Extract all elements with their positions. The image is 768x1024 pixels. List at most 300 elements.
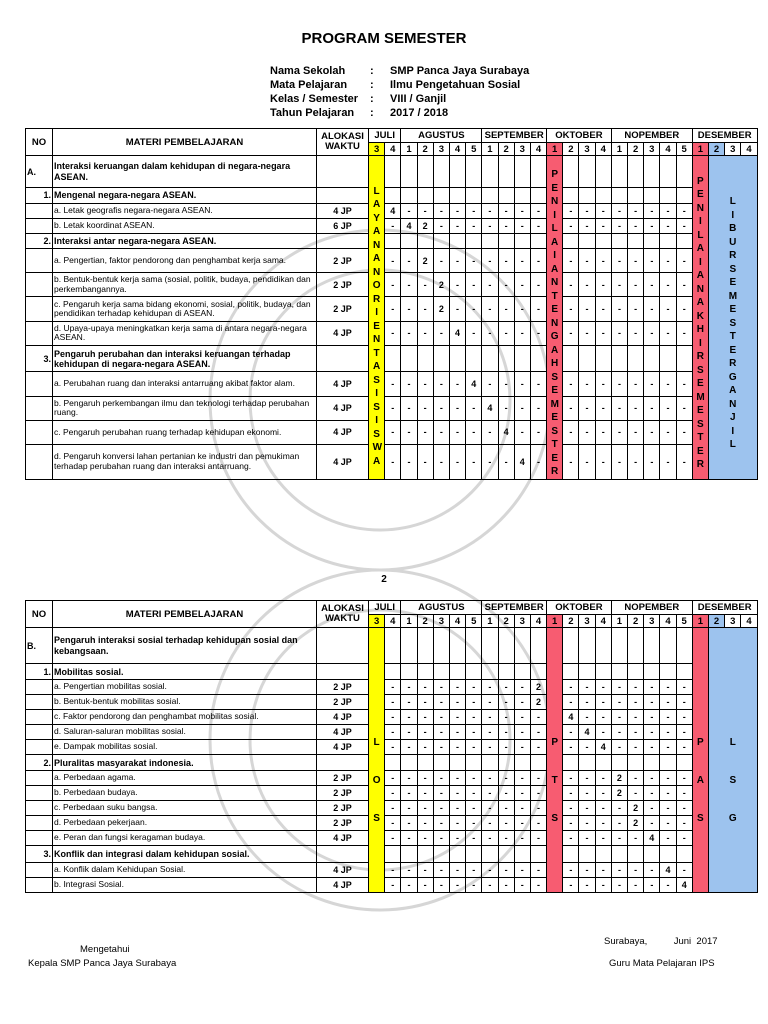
schedule-cell: -	[514, 273, 530, 297]
header-week: 4	[385, 143, 401, 156]
schedule-cell: -	[466, 218, 482, 233]
header-month: AGUSTUS	[401, 129, 482, 143]
schedule-cell: -	[482, 725, 498, 740]
schedule-cell: -	[449, 680, 465, 695]
schedule-cell	[449, 345, 465, 371]
row-materi: a. Konflik dalam Kehidupan Sosial.	[53, 863, 317, 878]
schedule-cell	[401, 664, 417, 680]
schedule-cell	[401, 345, 417, 371]
schedule-cell	[385, 156, 401, 188]
schedule-cell: -	[644, 863, 660, 878]
schedule-cell: -	[401, 248, 417, 272]
schedule-cell: -	[595, 816, 611, 831]
schedule-cell: -	[498, 273, 514, 297]
row-jp: 2 JP	[317, 273, 369, 297]
schedule-cell: -	[433, 420, 449, 444]
schedule-cell	[482, 628, 498, 664]
schedule-cell: -	[385, 710, 401, 725]
schedule-cell: -	[676, 203, 692, 218]
schedule-cell	[579, 664, 595, 680]
schedule-cell	[595, 664, 611, 680]
header-week: 2	[708, 143, 724, 156]
schedule-cell	[611, 156, 627, 188]
schedule-cell: -	[563, 273, 579, 297]
row-materi: c. Faktor pendorong dan penghambat mobilitas sosial.	[53, 710, 317, 725]
schedule-cell	[449, 755, 465, 771]
schedule-cell: -	[660, 273, 676, 297]
row-jp: 4 JP	[317, 710, 369, 725]
row-jp: 4 JP	[317, 372, 369, 396]
row-no	[26, 695, 53, 710]
schedule-cell: -	[466, 878, 482, 893]
schedule-cell: -	[417, 321, 433, 345]
schedule-cell: -	[401, 786, 417, 801]
schedule-cell	[676, 233, 692, 248]
schedule-cell: -	[514, 816, 530, 831]
schedule-cell	[466, 628, 482, 664]
schedule-cell: -	[449, 203, 465, 218]
header-no: NO	[26, 129, 53, 156]
schedule-cell: -	[417, 710, 433, 725]
schedule-cell: -	[385, 725, 401, 740]
schedule-cell: -	[644, 786, 660, 801]
schedule-cell: -	[563, 396, 579, 420]
schedule-cell: -	[498, 831, 514, 846]
schedule-cell	[449, 846, 465, 863]
schedule-cell: -	[385, 771, 401, 786]
section-jp	[317, 628, 369, 664]
schedule-cell: -	[676, 801, 692, 816]
schedule-cell	[466, 755, 482, 771]
schedule-cell	[466, 156, 482, 188]
row-no	[26, 218, 53, 233]
schedule-cell: -	[563, 248, 579, 272]
schedule-cell: -	[628, 445, 644, 480]
schedule-cell: -	[482, 878, 498, 893]
schedule-cell: -	[466, 863, 482, 878]
header-week: 1	[482, 143, 498, 156]
schedule-cell: -	[401, 372, 417, 396]
schedule-cell	[417, 345, 433, 371]
header-alokasi	[317, 129, 369, 156]
row-jp: 2 JP	[317, 771, 369, 786]
schedule-cell	[482, 156, 498, 188]
schedule-cell: -	[660, 372, 676, 396]
row-materi: c. Pengaruh perubahan ruang terhadap kehidupan ekonomi.	[53, 420, 317, 444]
schedule-cell: -	[595, 863, 611, 878]
column-letter: S	[729, 775, 737, 786]
schedule-cell: -	[401, 740, 417, 755]
schedule-cell: -	[628, 248, 644, 272]
schedule-cell	[417, 755, 433, 771]
schedule-cell: -	[433, 878, 449, 893]
schedule-cell: -	[644, 740, 660, 755]
schedule-cell: -	[644, 680, 660, 695]
row-jp: 4 JP	[317, 445, 369, 480]
schedule-cell	[498, 628, 514, 664]
schedule-cell	[449, 156, 465, 188]
column-letter: L	[729, 737, 736, 748]
schedule-cell: -	[611, 878, 627, 893]
schedule-cell: -	[563, 786, 579, 801]
schedule-cell: -	[385, 878, 401, 893]
schedule-cell: -	[417, 725, 433, 740]
schedule-cell	[433, 233, 449, 248]
signature-left-line2: Kepala SMP Panca Jaya Surabaya	[28, 958, 177, 969]
schedule-cell	[660, 156, 676, 188]
schedule-cell: -	[628, 863, 644, 878]
schedule-cell: -	[611, 445, 627, 480]
info-row	[270, 106, 529, 120]
row-materi: b. Perbedaan budaya.	[53, 786, 317, 801]
schedule-cell	[433, 846, 449, 863]
header-week: 1	[692, 143, 708, 156]
schedule-cell: -	[514, 297, 530, 321]
schedule-cell: -	[498, 695, 514, 710]
schedule-cell: -	[433, 801, 449, 816]
schedule-cell	[498, 846, 514, 863]
schedule-cell	[433, 345, 449, 371]
schedule-cell: -	[530, 863, 546, 878]
schedule-cell: -	[385, 786, 401, 801]
schedule-cell	[644, 664, 660, 680]
schedule-cell: -	[401, 831, 417, 846]
schedule-cell: -	[644, 420, 660, 444]
schedule-cell	[660, 664, 676, 680]
schedule-cell: -	[514, 771, 530, 786]
header-week: 2	[708, 615, 724, 628]
schedule-cell: -	[660, 878, 676, 893]
schedule-cell: -	[563, 831, 579, 846]
row-materi: d. Pengaruh konversi lahan pertanian ke industri dan pemukiman terhadap perubahan ruang dan interaksi antarruang.	[53, 445, 317, 480]
info-colon: :	[370, 93, 374, 105]
blue-column-libur	[708, 156, 757, 480]
schedule-cell: -	[498, 725, 514, 740]
row-no	[26, 297, 53, 321]
header-week: 5	[466, 143, 482, 156]
signature-right-line: Guru Mata Pelajaran IPS	[609, 958, 715, 969]
schedule-cell: -	[628, 420, 644, 444]
schedule-cell: -	[611, 725, 627, 740]
row-materi: b. Bentuk-bentuk kerja sama (sosial, politik, budaya, pendidikan dan perkembangannya.	[53, 273, 317, 297]
schedule-cell: -	[579, 816, 595, 831]
schedule-cell: -	[498, 680, 514, 695]
schedule-cell: -	[514, 801, 530, 816]
header-week: 3	[433, 143, 449, 156]
schedule-cell	[530, 846, 546, 863]
schedule-cell	[628, 628, 644, 664]
schedule-cell: -	[628, 786, 644, 801]
schedule-cell: -	[433, 863, 449, 878]
schedule-cell: -	[676, 831, 692, 846]
schedule-cell: -	[579, 297, 595, 321]
schedule-cell: -	[660, 218, 676, 233]
schedule-cell: -	[449, 372, 465, 396]
row-no	[26, 863, 53, 878]
schedule-cell: -	[482, 321, 498, 345]
header-week: 3	[725, 143, 741, 156]
schedule-cell: -	[466, 680, 482, 695]
info-colon: :	[370, 65, 374, 77]
schedule-cell: -	[579, 786, 595, 801]
schedule-cell	[563, 345, 579, 371]
schedule-cell: -	[498, 771, 514, 786]
schedule-cell: -	[530, 248, 546, 272]
schedule-cell: -	[514, 420, 530, 444]
schedule-cell: -	[466, 445, 482, 480]
row-no	[26, 396, 53, 420]
schedule-cell: -	[417, 396, 433, 420]
schedule-cell: -	[449, 710, 465, 725]
schedule-cell	[595, 188, 611, 203]
schedule-cell: -	[482, 786, 498, 801]
schedule-cell	[530, 345, 546, 371]
schedule-cell: -	[595, 801, 611, 816]
schedule-cell: -	[563, 801, 579, 816]
schedule-cell	[417, 628, 433, 664]
header-week: 1	[401, 615, 417, 628]
schedule-cell: -	[563, 771, 579, 786]
schedule-cell: -	[514, 725, 530, 740]
schedule-cell	[644, 628, 660, 664]
schedule-cell: -	[466, 203, 482, 218]
schedule-cell: -	[385, 420, 401, 444]
schedule-cell: -	[514, 710, 530, 725]
schedule-cell: -	[579, 321, 595, 345]
schedule-cell	[433, 156, 449, 188]
row-materi: b. Integrasi Sosial.	[53, 878, 317, 893]
schedule-cell: -	[676, 786, 692, 801]
schedule-cell: -	[530, 396, 546, 420]
schedule-cell: -	[482, 831, 498, 846]
schedule-cell: -	[579, 771, 595, 786]
schedule-cell: -	[417, 695, 433, 710]
schedule-cell: -	[449, 831, 465, 846]
schedule-cell: -	[417, 878, 433, 893]
schedule-cell	[644, 345, 660, 371]
schedule-cell: -	[628, 710, 644, 725]
schedule-cell	[611, 188, 627, 203]
row-materi: a. Letak geografis negara-negara ASEAN.	[53, 203, 317, 218]
schedule-cell: -	[498, 203, 514, 218]
schedule-cell: -	[482, 445, 498, 480]
header-month: OKTOBER	[547, 601, 612, 615]
schedule-cell: -	[401, 321, 417, 345]
header-week: 2	[563, 615, 579, 628]
schedule-cell	[498, 156, 514, 188]
schedule-cell: -	[595, 372, 611, 396]
schedule-cell: -	[628, 740, 644, 755]
schedule-cell: -	[466, 273, 482, 297]
schedule-cell: -	[498, 816, 514, 831]
schedule-cell: -	[579, 695, 595, 710]
schedule-cell	[595, 755, 611, 771]
schedule-cell: -	[611, 710, 627, 725]
row-materi: Mobilitas sosial.	[53, 664, 317, 680]
pas-text: PENILAIAN AKHIR SEMESTER	[696, 175, 705, 471]
schedule-cell: 4	[466, 372, 482, 396]
schedule-cell: -	[385, 218, 401, 233]
info-label: Nama Sekolah	[270, 65, 346, 77]
schedule-cell: -	[417, 680, 433, 695]
schedule-cell: -	[417, 801, 433, 816]
schedule-cell: -	[433, 396, 449, 420]
column-letter: P	[697, 737, 704, 748]
schedule-cell	[417, 233, 433, 248]
schedule-cell: -	[466, 710, 482, 725]
schedule-cell: -	[385, 831, 401, 846]
schedule-cell: -	[579, 831, 595, 846]
schedule-cell: -	[449, 695, 465, 710]
schedule-cell: -	[514, 786, 530, 801]
schedule-cell: 4	[482, 396, 498, 420]
header-week: 1	[547, 143, 563, 156]
schedule-cell: -	[628, 680, 644, 695]
schedule-cell: -	[644, 297, 660, 321]
schedule-cell: -	[579, 248, 595, 272]
schedule-cell: -	[644, 801, 660, 816]
schedule-cell: -	[433, 786, 449, 801]
schedule-cell: 4	[563, 710, 579, 725]
schedule-cell: 2	[611, 786, 627, 801]
schedule-cell: -	[433, 831, 449, 846]
schedule-cell	[660, 846, 676, 863]
schedule-cell: -	[417, 203, 433, 218]
schedule-cell: -	[644, 321, 660, 345]
schedule-cell: -	[595, 445, 611, 480]
red-column-pts	[547, 628, 563, 893]
row-no: 2.	[26, 755, 53, 771]
header-week: 4	[595, 615, 611, 628]
schedule-cell: -	[644, 248, 660, 272]
schedule-cell	[676, 188, 692, 203]
column-letter: P	[551, 737, 558, 748]
header-alokasi-line2: WAKTU	[325, 613, 360, 624]
schedule-cell: -	[498, 321, 514, 345]
schedule-cell: -	[579, 801, 595, 816]
section-title: Pengaruh interaksi sosial terhadap kehidupan sosial dan kebangsaan.	[53, 628, 317, 664]
schedule-cell: -	[482, 420, 498, 444]
schedule-cell: -	[482, 297, 498, 321]
schedule-cell: -	[466, 420, 482, 444]
row-no	[26, 248, 53, 272]
schedule-cell: 2	[530, 695, 546, 710]
schedule-cell: -	[530, 445, 546, 480]
schedule-cell	[514, 233, 530, 248]
schedule-cell: -	[595, 321, 611, 345]
schedule-cell: -	[530, 831, 546, 846]
info-colon: :	[370, 107, 374, 119]
schedule-cell	[530, 664, 546, 680]
schedule-cell: -	[660, 445, 676, 480]
schedule-cell: -	[595, 771, 611, 786]
schedule-cell	[563, 664, 579, 680]
header-month: NOPEMBER	[611, 601, 692, 615]
schedule-cell: -	[628, 203, 644, 218]
header-week: 2	[498, 615, 514, 628]
schedule-cell: -	[498, 445, 514, 480]
schedule-cell: -	[530, 786, 546, 801]
schedule-cell: -	[498, 801, 514, 816]
header-week: 4	[660, 615, 676, 628]
schedule-cell: -	[628, 396, 644, 420]
schedule-cell	[498, 345, 514, 371]
schedule-cell: -	[498, 297, 514, 321]
row-no	[26, 740, 53, 755]
schedule-cell	[498, 755, 514, 771]
header-week: 4	[449, 615, 465, 628]
schedule-cell: -	[498, 218, 514, 233]
yellow-column	[369, 628, 385, 893]
yellow-column	[369, 156, 385, 480]
schedule-cell: -	[417, 372, 433, 396]
row-materi: b. Letak koordinat ASEAN.	[53, 218, 317, 233]
schedule-cell	[401, 188, 417, 203]
schedule-cell: -	[385, 273, 401, 297]
schedule-cell: -	[385, 740, 401, 755]
schedule-cell: -	[563, 372, 579, 396]
schedule-cell: -	[417, 740, 433, 755]
header-week: 4	[741, 143, 757, 156]
schedule-cell: -	[433, 680, 449, 695]
schedule-cell: -	[530, 203, 546, 218]
schedule-cell: -	[482, 740, 498, 755]
schedule-cell	[644, 755, 660, 771]
header-week: 2	[563, 143, 579, 156]
schedule-cell: -	[401, 771, 417, 786]
schedule-cell: -	[433, 710, 449, 725]
schedule-cell: -	[595, 878, 611, 893]
header-week: 5	[466, 615, 482, 628]
schedule-cell: 2	[417, 248, 433, 272]
schedule-cell: -	[385, 680, 401, 695]
row-no	[26, 725, 53, 740]
schedule-cell: -	[385, 445, 401, 480]
schedule-cell: -	[482, 816, 498, 831]
schedule-cell: -	[611, 218, 627, 233]
schedule-cell	[385, 233, 401, 248]
schedule-cell: -	[660, 816, 676, 831]
schedule-cell: -	[676, 725, 692, 740]
row-materi: b. Bentuk-bentuk mobilitas sosial.	[53, 695, 317, 710]
schedule-cell	[482, 188, 498, 203]
schedule-cell: -	[628, 321, 644, 345]
schedule-cell	[385, 846, 401, 863]
schedule-cell: -	[401, 273, 417, 297]
schedule-cell	[530, 156, 546, 188]
schedule-cell: -	[579, 680, 595, 695]
schedule-cell: -	[482, 218, 498, 233]
column-letter: L	[373, 737, 380, 748]
schedule-cell: -	[579, 218, 595, 233]
info-label: Kelas / Semester	[270, 93, 359, 105]
schedule-cell: -	[433, 218, 449, 233]
schedule-cell: -	[498, 863, 514, 878]
schedule-cell: -	[660, 801, 676, 816]
header-materi: MATERI PEMBELAJARAN	[53, 129, 317, 156]
info-row	[270, 78, 529, 92]
header-week: 1	[482, 615, 498, 628]
header-week: 3	[644, 143, 660, 156]
schedule-cell: -	[417, 863, 433, 878]
schedule-cell	[417, 188, 433, 203]
schedule-cell: -	[417, 273, 433, 297]
schedule-cell: -	[401, 420, 417, 444]
schedule-cell	[563, 188, 579, 203]
schedule-cell	[611, 755, 627, 771]
schedule-cell: -	[563, 863, 579, 878]
schedule-cell	[466, 664, 482, 680]
